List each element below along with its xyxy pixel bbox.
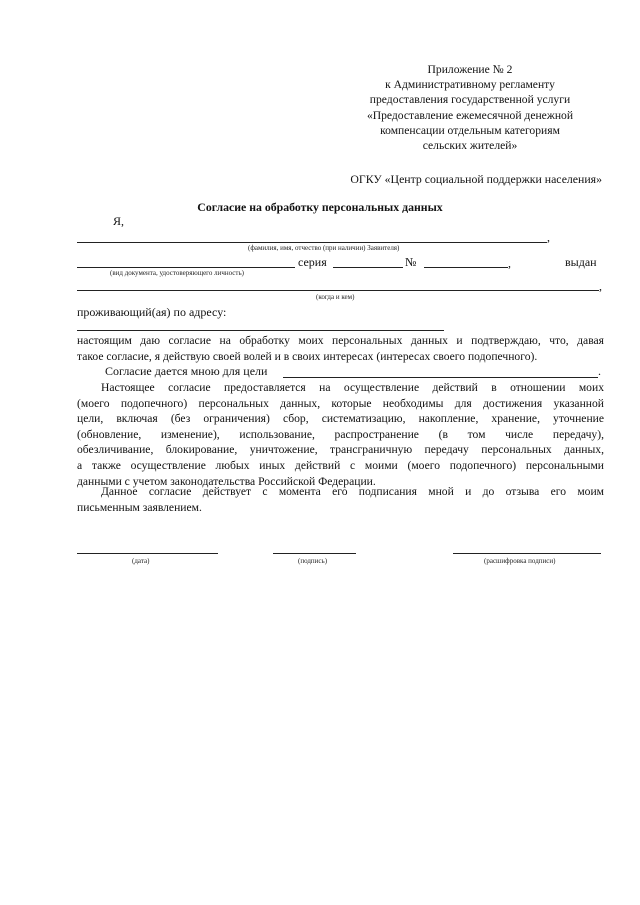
number-label: № <box>405 255 417 269</box>
appendix-line: сельских жителей» <box>422 139 518 153</box>
document-caption: (вид документа, удостоверяющего личность) <box>110 269 245 277</box>
validity-line: письменным заявлением. <box>77 500 202 514</box>
date-caption: (дата) <box>132 557 150 565</box>
appendix-line: предоставления государственной услуги <box>369 93 571 107</box>
appendix-header <box>340 62 600 153</box>
actions-line: а также осуществление любых иных действий с моими (моего подопечного) персональными <box>77 458 604 472</box>
actions-line: Настоящее согласие предоставляется на осуществление действий в отношении моих <box>101 381 604 394</box>
appendix-line: компенсации отдельным категориям <box>380 123 560 137</box>
series-field[interactable] <box>333 267 403 268</box>
appendix-line: «Предоставление ежемесячной денежной <box>366 108 574 122</box>
organization-name: ОГКУ «Центр социальной поддержки населения» <box>350 172 602 186</box>
purpose-label: Согласие дается мною для цели <box>105 364 268 378</box>
address-label: проживающий(ая) по адресу: <box>77 305 227 319</box>
actions-line: данными с учетом законодательства Российской Федерации. <box>77 474 376 488</box>
actions-paragraph <box>77 380 604 489</box>
issued-comma: , <box>599 279 602 293</box>
validity-paragraph <box>77 484 604 515</box>
fio-field[interactable] <box>77 242 547 243</box>
number-comma: , <box>508 256 511 270</box>
signature-field[interactable] <box>273 553 356 554</box>
appendix-line: Приложение № 2 <box>427 63 513 76</box>
actions-line: обезличивание, блокирование, уничтожение, трансграничную передачу персональных данных, <box>77 443 604 457</box>
appendix-line: к Административному регламенту <box>385 78 555 92</box>
fio-comma: , <box>547 230 550 244</box>
consent-line: настоящим даю согласие на обработку моих персональных данных и подтверждаю, что, давая <box>77 334 604 347</box>
purpose-field[interactable] <box>283 377 598 378</box>
actions-line: (моего подопечного) персональных данных, которые необходимы для достижения указанной <box>77 396 604 410</box>
series-label: серия <box>298 255 327 269</box>
actions-line: (обновление, изменение), использование, распространение (в том числе передачу), <box>77 427 604 441</box>
actions-line: цели, включая (без ограничения) сбор, систематизацию, накопление, хранение, уточнение <box>77 412 604 426</box>
signature-decode-field[interactable] <box>453 553 601 554</box>
date-field[interactable] <box>77 553 218 554</box>
when-caption: (когда и кем) <box>316 293 355 301</box>
address-field[interactable] <box>77 330 444 331</box>
consent-line: такое согласие, я действую своей волей и в своих интересах (интересах своего подопечного). <box>77 349 538 363</box>
issued-by-field[interactable] <box>77 290 599 291</box>
validity-line: Данное согласие действует с момента его подписания мной и до отзыва его моим <box>101 485 604 498</box>
consent-paragraph <box>77 333 604 364</box>
signature-caption: (подпись) <box>298 557 328 565</box>
i-label: Я, <box>113 214 125 228</box>
signature-decode-caption: (расшифровка подписи) <box>484 557 556 565</box>
number-field[interactable] <box>424 267 508 268</box>
issued-label: выдан <box>565 255 597 269</box>
document-type-field[interactable] <box>77 267 295 268</box>
purpose-period: . <box>598 364 601 378</box>
fio-caption: (фамилия, имя, отчество (при наличии) Заявителя) <box>248 244 400 252</box>
document-title: Согласие на обработку персональных данных <box>197 200 443 214</box>
